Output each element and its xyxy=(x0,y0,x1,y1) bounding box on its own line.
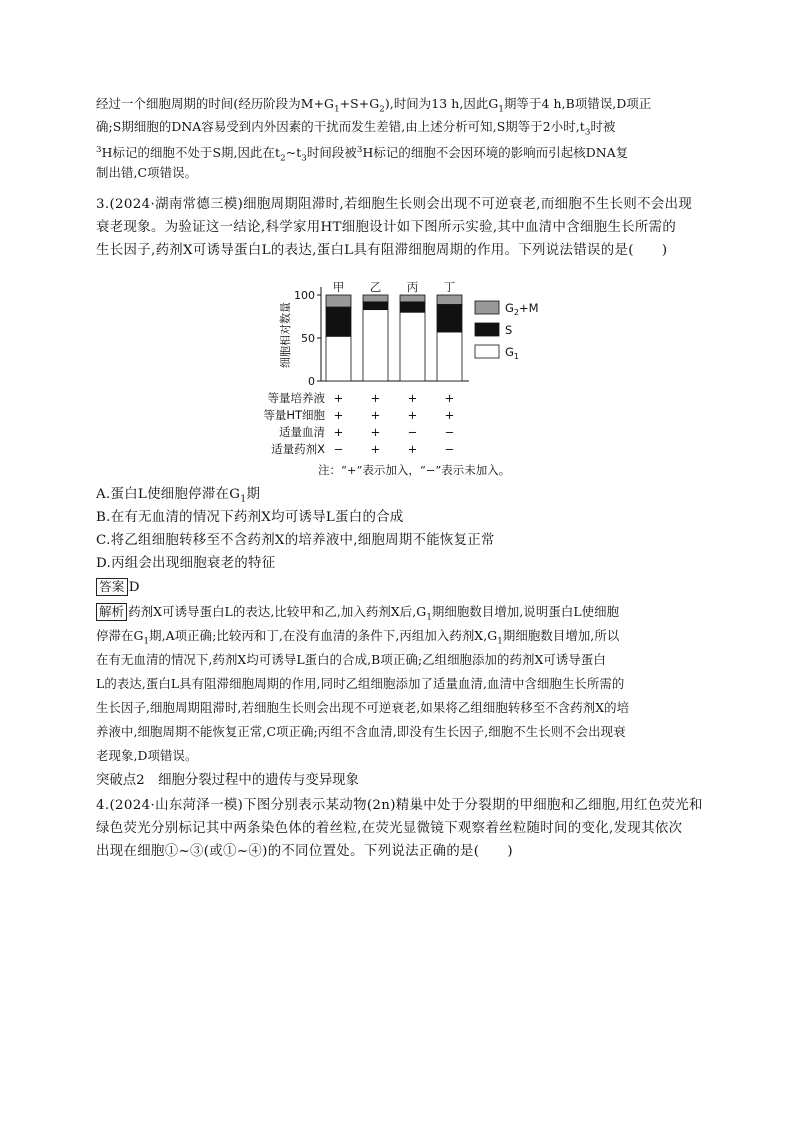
bar-segment xyxy=(326,307,351,336)
q4-stem-line-2: 绿色荧光分别标记其中两条染色体的着丝粒,在荧光显微镜下观察着丝粒随时间的变化,发现其依次 xyxy=(96,821,683,836)
condition-label: 适量血清 xyxy=(279,425,325,439)
condition-mark: + xyxy=(333,391,344,405)
condition-label: 适量药剂X xyxy=(271,442,325,456)
condition-mark: + xyxy=(370,391,381,405)
bar-segment xyxy=(363,310,388,381)
q3-option-a: A.蛋白L使细胞停滞在$G_1$期 xyxy=(96,487,261,505)
q3-stem-line-2: 衰老现象。为验证这一结论,科学家用HT细胞设计如下图所示实验,其中血清中含细胞生长所需的 xyxy=(96,220,677,235)
condition-label: 等量HT细胞 xyxy=(263,408,325,422)
condition-mark: + xyxy=(444,408,455,422)
q3-analysis-line-7: 老现象,D项错误。 xyxy=(96,748,198,763)
q3-analysis-line-2: 停滞在$G_1$期,A项正确;比较丙和丁,在没有血清的条件下,丙组加入药剂$X,G_1$期细胞数目增加,所以 xyxy=(96,628,620,647)
analysis-tag: 解析 xyxy=(96,603,127,621)
y-tick-label: 0 xyxy=(308,375,315,388)
q3-stem-line-1: 3.(2024·湖南常德三模)细胞周期阻滞时,若细胞生长则会出现不可逆衰老,而细胞不生长则不会出现 xyxy=(96,197,693,212)
condition-mark: − xyxy=(333,442,344,456)
condition-mark: − xyxy=(444,425,455,439)
prev-explanation-line-3: $^3$H标记的细胞不处于S期,因此在$t_2\sim t_3$时间段被$^3$H标记的细胞不会因环境的影响而引起核DNA复 xyxy=(96,145,629,164)
bar-segment xyxy=(437,295,462,304)
q4-stem-line-1: 4.(2024·山东菏泽一模)下图分别表示某动物(2n)精巢中处于分裂期的甲细胞和乙细胞,用红色荧光和 xyxy=(96,798,703,813)
bar-segment xyxy=(437,304,462,332)
category-label: 丁 xyxy=(443,280,456,294)
prev-explanation-line-1: 经过一个细胞周期的时间(经历阶段为$M+G_1+S+G_2$),时间为13 h,因此$G_1$期等于4 h,B项错误,D项正 xyxy=(96,96,652,115)
legend-label: S xyxy=(505,323,513,337)
bar-segment xyxy=(400,312,425,381)
q3-stem-line-3: 生长因子,药剂X可诱导蛋白L的表达,蛋白L具有阻滞细胞周期的作用。下列说法错误的是( ) xyxy=(96,243,668,258)
category-label: 乙 xyxy=(369,280,382,294)
q4-stem-line-3: 出现在细胞①~③(或①~④)的不同位置处。下列说法正确的是( ) xyxy=(96,844,513,859)
bar-segment xyxy=(326,336,351,381)
prev-explanation-line-4: 制出错,C项错误。 xyxy=(96,165,198,180)
bar-segment xyxy=(326,295,351,307)
legend-swatch xyxy=(475,301,499,314)
condition-mark: + xyxy=(370,408,381,422)
condition-mark: + xyxy=(370,442,381,456)
q3-analysis-line-6: 养液中,细胞周期不能恢复正常,C项正确;丙组不含血清,即没有生长因子,细胞不生长则不会出现衰 xyxy=(96,724,626,739)
bar-segment xyxy=(363,302,388,310)
category-label: 甲 xyxy=(332,280,345,294)
condition-mark: + xyxy=(444,391,455,405)
q3-option-b: B.在有无血清的情况下药剂X均可诱导L蛋白的合成 xyxy=(96,510,404,525)
y-axis-label: 细胞相对数量 xyxy=(279,302,292,368)
q3-option-d: D.丙组会出现细胞衰老的特征 xyxy=(96,556,276,571)
q3-analysis-line-1: 解析 药剂X可诱导蛋白L的表达,比较甲和乙,加入药剂X后$,G_1$期细胞数目增加,说明蛋白L使细胞 xyxy=(96,602,619,627)
q3-answer xyxy=(96,578,140,598)
legend-swatch xyxy=(475,323,499,336)
prev-explanation-line-2: 确;S期细胞的DNA容易受到内外因素的干扰而发生差错,由上述分析可知,S期等于2小时$,t_3$时被 xyxy=(96,119,616,138)
y-tick-label: 50 xyxy=(301,332,315,345)
bar-segment xyxy=(400,295,425,302)
category-label: 丙 xyxy=(406,280,419,294)
y-tick-label: 100 xyxy=(294,289,315,302)
bar-segment xyxy=(400,302,425,312)
legend-label: $G_2+M$ xyxy=(505,301,539,317)
legend-label: $G_1$ xyxy=(505,345,520,361)
condition-label: 等量培养液 xyxy=(267,391,325,405)
condition-mark: − xyxy=(407,425,418,439)
q3-option-c: C.将乙组细胞转移至不含药剂X的培养液中,细胞周期不能恢复正常 xyxy=(96,533,495,548)
condition-mark: + xyxy=(370,425,381,439)
q3-analysis-line-3: 在有无血清的情况下,药剂X均可诱导L蛋白的合成,B项正确;乙组细胞添加的药剂X可诱导蛋白 xyxy=(96,652,606,667)
condition-mark: + xyxy=(333,425,344,439)
q3-analysis-line-4: L的表达,蛋白L具有阻滞细胞周期的作用,同时乙组细胞添加了适量血清,血清中含细胞生长所需的 xyxy=(96,676,625,691)
condition-mark: + xyxy=(407,408,418,422)
bar-segment xyxy=(437,332,462,381)
section-heading: 突破点2 细胞分裂过程中的遗传与变异现象 xyxy=(96,773,359,788)
chart-note: 注：“+”表示加入，“−”表示未加入。 xyxy=(318,463,511,477)
answer-tag: 答案 xyxy=(96,578,128,596)
cell-cycle-chart xyxy=(255,265,575,463)
condition-mark: + xyxy=(407,391,418,405)
bar-segment xyxy=(363,295,388,302)
legend-swatch xyxy=(475,345,499,358)
condition-mark: − xyxy=(444,442,455,456)
condition-mark: + xyxy=(407,442,418,456)
q3-analysis-line-5: 生长因子,细胞周期阻滞时,若细胞生长则会出现不可逆衰老,如果将乙组细胞转移至不含药剂X的培 xyxy=(96,700,630,715)
answer-value: D xyxy=(128,580,140,595)
condition-mark: + xyxy=(333,408,344,422)
